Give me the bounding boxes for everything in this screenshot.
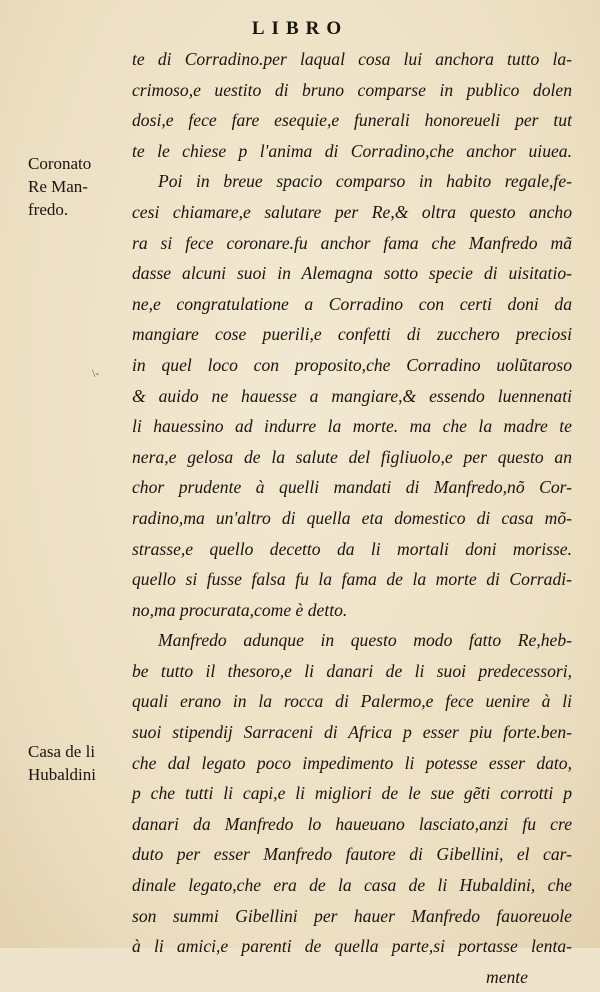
margin-note-line: fredo. [28,200,69,219]
text-line: strasse,e quello decetto da li mortali doni morisse. [132,538,572,559]
text-line: duto per esser Manfredo fautore di Gibellini, el car- [132,844,572,865]
margin-note-line: Casa de li [28,742,96,761]
text-line: ra si fece coronare.fu anchor fama che Manfredo mã [132,232,572,253]
text-line: crimoso,e uestito di bruno comparse in publico dolen [132,79,572,100]
text-line: quello si fusse falsa fu la fama de la morte di Corradi- [132,569,572,590]
text-line: li hauessino ad indurre la morte. ma che la madre te [132,416,572,437]
text-line: danari da Manfredo lo haueuano lasciato,anzi fu cre [132,813,572,834]
text-line: te di Corradino.per laqual cosa lui anchora tutto la- [132,49,572,69]
text-line: Poi in breue spacio comparso in habito regale,fe- [158,171,572,192]
margin-note-line: Hubaldini [28,765,96,784]
text-line: te le chiese p l'anima di Corradino,che anchor uiuea. [132,140,572,161]
text-line: à li amici,e parenti de quella parte,si portasse lenta- [132,936,572,957]
catchword: mente [485,966,528,987]
text-line: dosi,e fece fare esequie,e funerali honoreueli per tut [132,110,572,131]
text-line: be tutto il thesoro,e li danari de li suoi predecessori, [132,660,572,681]
text-line: radino,ma un'altro di quella eta domestico di casa mõ- [132,507,572,528]
body-text [132,44,572,992]
text-line: che dal legato poco impedimento li potesse esser dato, [132,752,572,773]
text-line: ne,e congratulatione a Corradino con certi doni da [132,293,572,314]
text-line: dasse alcuni suoi in Alemagna sotto specie di uisitatio- [132,263,572,284]
text-line: cesi chiamare,e salutare per Re,& oltra questo ancho [132,201,572,222]
text-line: in quel loco con proposito,che Corradino uolũtaroso [132,354,572,375]
text-line: son summi Gibellini per hauer Manfredo fauoreuole [132,905,572,926]
text-line: no,ma procurata,come è detto. [132,599,348,620]
margin-note-line: Coronato [28,154,92,173]
margin-note-coronato [28,152,132,221]
text-line: suoi stipendij Sarraceni di Africa p esser piu forte.ben- [132,722,572,743]
margin-note-line: Re Man- [28,177,88,196]
text-line: p che tutti li capi,e li migliori de le sue gẽti corrotti p [132,783,572,804]
text-line: nera,e gelosa de la salute del figliuolo,e per questo an [132,446,572,467]
text-line: quali erano in la rocca di Palermo,e fece uenire à li [132,691,572,712]
text-line: dinale legato,che era de la casa de li Hubaldini, che [132,875,572,896]
margin-note-hubaldini [28,740,132,786]
text-line: chor prudente à quelli mandati di Manfredo,nõ Cor- [132,477,572,498]
text-line: mangiare cose puerili,e confetti di zucchero preciosi [132,324,572,345]
text-line: & auido ne hauesse a mangiare,& essendo luennenati [132,385,572,406]
marginal-mark: \- [92,366,100,380]
running-head: LIBRO [251,18,349,39]
text-line: Manfredo adunque in questo modo fatto Re,heb- [158,630,572,651]
